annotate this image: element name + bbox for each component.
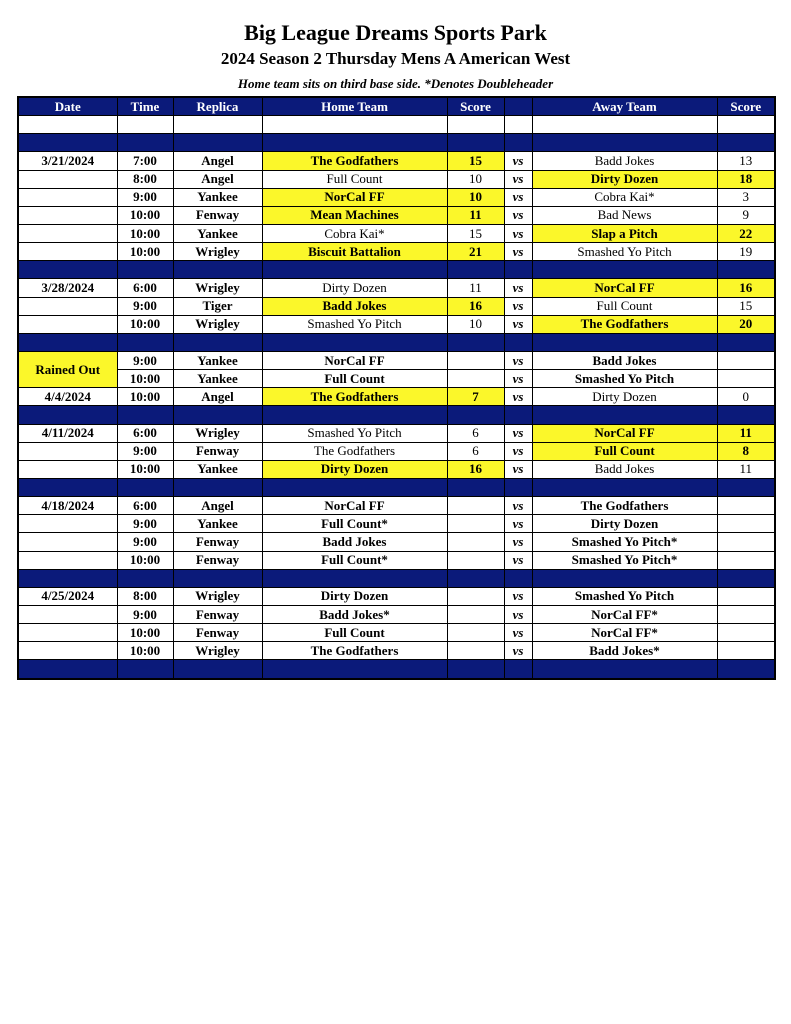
game-row — [18, 279, 775, 297]
home-team: Smashed Yo Pitch — [262, 424, 447, 442]
game-date — [18, 297, 117, 315]
game-date — [18, 624, 117, 642]
away-team: Dirty Dozen — [532, 515, 717, 533]
separator-cell — [717, 134, 775, 152]
home-team: The Godfathers — [262, 152, 447, 170]
game-replica-field: Angel — [173, 388, 262, 406]
game-replica-field: Fenway — [173, 533, 262, 551]
separator-cell — [504, 660, 532, 679]
home-score: 15 — [447, 224, 504, 242]
separator-cell — [717, 406, 775, 424]
away-score: 0 — [717, 388, 775, 406]
home-score: 21 — [447, 243, 504, 261]
game-time: 9:00 — [117, 351, 173, 369]
game-row — [18, 170, 775, 188]
game-time: 10:00 — [117, 224, 173, 242]
week-separator-row — [18, 134, 775, 152]
separator-cell — [532, 333, 717, 351]
home-score — [447, 351, 504, 369]
game-replica-field: Fenway — [173, 551, 262, 569]
home-team: Full Count* — [262, 515, 447, 533]
game-date — [18, 460, 117, 478]
away-score — [717, 624, 775, 642]
vs-label: vs — [504, 624, 532, 642]
game-date — [18, 224, 117, 242]
separator-cell — [532, 569, 717, 587]
home-score — [447, 370, 504, 388]
game-date — [18, 188, 117, 206]
home-team: Cobra Kai* — [262, 224, 447, 242]
game-replica-field: Yankee — [173, 370, 262, 388]
blank-row — [18, 116, 775, 134]
away-team: Badd Jokes — [532, 351, 717, 369]
game-row — [18, 315, 775, 333]
separator-cell — [717, 333, 775, 351]
game-replica-field: Yankee — [173, 224, 262, 242]
separator-cell — [447, 569, 504, 587]
separator-cell — [117, 261, 173, 279]
away-score: 20 — [717, 315, 775, 333]
game-row — [18, 442, 775, 460]
separator-cell — [262, 261, 447, 279]
game-date — [18, 533, 117, 551]
home-team: Dirty Dozen — [262, 587, 447, 605]
vs-label: vs — [504, 533, 532, 551]
home-score — [447, 515, 504, 533]
separator-cell — [532, 134, 717, 152]
away-score — [717, 587, 775, 605]
separator-cell — [504, 569, 532, 587]
separator-cell — [117, 406, 173, 424]
game-row — [18, 206, 775, 224]
vs-label: vs — [504, 551, 532, 569]
away-score — [717, 497, 775, 515]
game-row — [18, 243, 775, 261]
away-team: NorCal FF — [532, 279, 717, 297]
empty-cell — [262, 116, 447, 134]
away-team: Badd Jokes — [532, 152, 717, 170]
game-row — [18, 642, 775, 660]
separator-cell — [717, 478, 775, 496]
home-score: 10 — [447, 188, 504, 206]
separator-cell — [18, 569, 117, 587]
week-separator-row — [18, 660, 775, 679]
away-team: NorCal FF* — [532, 624, 717, 642]
game-time: 9:00 — [117, 442, 173, 460]
empty-cell — [504, 116, 532, 134]
separator-cell — [18, 261, 117, 279]
away-score — [717, 351, 775, 369]
vs-label: vs — [504, 642, 532, 660]
game-time: 9:00 — [117, 605, 173, 623]
game-row — [18, 388, 775, 406]
away-score: 8 — [717, 442, 775, 460]
separator-cell — [262, 478, 447, 496]
game-row — [18, 460, 775, 478]
away-score — [717, 605, 775, 623]
game-time: 6:00 — [117, 424, 173, 442]
vs-label: vs — [504, 297, 532, 315]
away-team: Dirty Dozen — [532, 170, 717, 188]
vs-label: vs — [504, 315, 532, 333]
separator-cell — [504, 333, 532, 351]
separator-cell — [18, 406, 117, 424]
game-replica-field: Wrigley — [173, 424, 262, 442]
game-row — [18, 370, 775, 388]
game-date: 4/18/2024 — [18, 497, 117, 515]
home-team: Smashed Yo Pitch — [262, 315, 447, 333]
home-score: 11 — [447, 279, 504, 297]
home-team: Full Count — [262, 624, 447, 642]
away-score — [717, 370, 775, 388]
home-team: NorCal FF — [262, 351, 447, 369]
away-team: Cobra Kai* — [532, 188, 717, 206]
vs-label: vs — [504, 424, 532, 442]
separator-cell — [504, 261, 532, 279]
home-team: Badd Jokes* — [262, 605, 447, 623]
game-time: 10:00 — [117, 642, 173, 660]
col-header-date: Date — [18, 97, 117, 116]
separator-cell — [447, 333, 504, 351]
game-replica-field: Yankee — [173, 515, 262, 533]
away-score: 9 — [717, 206, 775, 224]
vs-label: vs — [504, 152, 532, 170]
home-team: The Godfathers — [262, 642, 447, 660]
game-row — [18, 587, 775, 605]
game-time: 9:00 — [117, 297, 173, 315]
vs-label: vs — [504, 206, 532, 224]
separator-cell — [262, 660, 447, 679]
separator-cell — [18, 333, 117, 351]
col-header-vs — [504, 97, 532, 116]
away-team: Smashed Yo Pitch — [532, 243, 717, 261]
game-date — [18, 206, 117, 224]
game-time: 9:00 — [117, 188, 173, 206]
separator-cell — [532, 406, 717, 424]
vs-label: vs — [504, 243, 532, 261]
separator-cell — [173, 261, 262, 279]
header-row — [18, 97, 775, 116]
game-time: 10:00 — [117, 388, 173, 406]
home-score — [447, 533, 504, 551]
game-replica-field: Fenway — [173, 605, 262, 623]
away-score: 13 — [717, 152, 775, 170]
away-team: NorCal FF* — [532, 605, 717, 623]
away-team: Badd Jokes — [532, 460, 717, 478]
game-replica-field: Fenway — [173, 206, 262, 224]
separator-cell — [173, 660, 262, 679]
col-header-away-team: Away Team — [532, 97, 717, 116]
league-subtitle: 2024 Season 2 Thursday Mens A American West — [220, 49, 571, 68]
game-row — [18, 533, 775, 551]
week-separator-row — [18, 478, 775, 496]
col-header-replica: Replica — [173, 97, 262, 116]
vs-label: vs — [504, 170, 532, 188]
game-date: 3/21/2024 — [18, 152, 117, 170]
vs-label: vs — [504, 351, 532, 369]
home-score: 6 — [447, 424, 504, 442]
separator-cell — [173, 134, 262, 152]
game-time: 9:00 — [117, 515, 173, 533]
away-team: The Godfathers — [532, 315, 717, 333]
vs-label: vs — [504, 279, 532, 297]
away-score: 22 — [717, 224, 775, 242]
vs-label: vs — [504, 188, 532, 206]
game-time: 10:00 — [117, 206, 173, 224]
separator-cell — [117, 478, 173, 496]
separator-cell — [262, 333, 447, 351]
separator-cell — [717, 261, 775, 279]
home-score — [447, 605, 504, 623]
game-replica-field: Wrigley — [173, 642, 262, 660]
vs-label: vs — [504, 515, 532, 533]
game-time: 10:00 — [117, 624, 173, 642]
separator-cell — [504, 406, 532, 424]
home-team: Biscuit Battalion — [262, 243, 447, 261]
vs-label: vs — [504, 587, 532, 605]
game-date — [18, 642, 117, 660]
separator-cell — [447, 660, 504, 679]
game-date — [18, 442, 117, 460]
home-score — [447, 551, 504, 569]
separator-cell — [447, 134, 504, 152]
game-date — [18, 515, 117, 533]
game-date: 4/11/2024 — [18, 424, 117, 442]
col-header-home-team: Home Team — [262, 97, 447, 116]
separator-cell — [262, 569, 447, 587]
game-replica-field: Fenway — [173, 442, 262, 460]
away-team: Smashed Yo Pitch* — [532, 551, 717, 569]
away-team: NorCal FF — [532, 424, 717, 442]
week-separator-row — [18, 333, 775, 351]
schedule-table — [17, 96, 776, 680]
away-team: The Godfathers — [532, 497, 717, 515]
separator-cell — [173, 333, 262, 351]
home-score: 15 — [447, 152, 504, 170]
home-team: Badd Jokes — [262, 533, 447, 551]
separator-cell — [173, 406, 262, 424]
vs-label: vs — [504, 224, 532, 242]
vs-label: vs — [504, 497, 532, 515]
home-score — [447, 587, 504, 605]
col-header-home-score: Score — [447, 97, 504, 116]
game-time: 10:00 — [117, 315, 173, 333]
away-score: 18 — [717, 170, 775, 188]
vs-label: vs — [504, 605, 532, 623]
game-date — [18, 605, 117, 623]
separator-cell — [117, 660, 173, 679]
away-score: 19 — [717, 243, 775, 261]
away-score — [717, 642, 775, 660]
away-team: Badd Jokes* — [532, 642, 717, 660]
separator-cell — [532, 660, 717, 679]
vs-label: vs — [504, 460, 532, 478]
empty-cell — [532, 116, 717, 134]
game-replica-field: Yankee — [173, 188, 262, 206]
separator-cell — [532, 478, 717, 496]
home-team: Dirty Dozen — [262, 460, 447, 478]
game-row — [18, 424, 775, 442]
game-time: 8:00 — [117, 170, 173, 188]
week-separator-row — [18, 406, 775, 424]
schedule-note: Home team sits on third base side. *Denotes Doubleheader — [237, 76, 554, 91]
game-row — [18, 351, 775, 369]
away-score: 15 — [717, 297, 775, 315]
empty-cell — [18, 116, 117, 134]
vs-label: vs — [504, 388, 532, 406]
home-team: NorCal FF — [262, 497, 447, 515]
away-score — [717, 515, 775, 533]
empty-cell — [717, 116, 775, 134]
game-time: 6:00 — [117, 497, 173, 515]
game-row — [18, 605, 775, 623]
week-separator-row — [18, 569, 775, 587]
game-time: 6:00 — [117, 279, 173, 297]
separator-cell — [18, 660, 117, 679]
game-replica-field: Wrigley — [173, 315, 262, 333]
away-score: 16 — [717, 279, 775, 297]
game-replica-field: Fenway — [173, 624, 262, 642]
game-row — [18, 551, 775, 569]
game-row — [18, 515, 775, 533]
separator-cell — [447, 406, 504, 424]
vs-label: vs — [504, 442, 532, 460]
separator-cell — [117, 134, 173, 152]
home-team: Dirty Dozen — [262, 279, 447, 297]
separator-cell — [173, 478, 262, 496]
empty-cell — [447, 116, 504, 134]
game-time: 10:00 — [117, 551, 173, 569]
home-team: The Godfathers — [262, 388, 447, 406]
game-date: 4/25/2024 — [18, 587, 117, 605]
game-row — [18, 297, 775, 315]
game-replica-field: Angel — [173, 152, 262, 170]
separator-cell — [504, 478, 532, 496]
away-team: Dirty Dozen — [532, 388, 717, 406]
game-replica-field: Angel — [173, 497, 262, 515]
home-team: Mean Machines — [262, 206, 447, 224]
game-time: 10:00 — [117, 460, 173, 478]
separator-cell — [717, 569, 775, 587]
separator-cell — [173, 569, 262, 587]
vs-label: vs — [504, 370, 532, 388]
away-score: 3 — [717, 188, 775, 206]
game-date: 4/4/2024 — [18, 388, 117, 406]
home-team: Full Count — [262, 370, 447, 388]
game-date — [18, 170, 117, 188]
home-score — [447, 642, 504, 660]
away-team: Full Count — [532, 442, 717, 460]
separator-cell — [447, 478, 504, 496]
away-score: 11 — [717, 424, 775, 442]
home-score: 11 — [447, 206, 504, 224]
home-score — [447, 497, 504, 515]
game-replica-field: Wrigley — [173, 587, 262, 605]
separator-cell — [117, 333, 173, 351]
game-replica-field: Yankee — [173, 351, 262, 369]
home-team: Full Count* — [262, 551, 447, 569]
game-row — [18, 497, 775, 515]
schedule-body — [18, 116, 775, 679]
home-score: 10 — [447, 315, 504, 333]
game-time: 9:00 — [117, 533, 173, 551]
away-team: Bad News — [532, 206, 717, 224]
home-score: 10 — [447, 170, 504, 188]
home-team: NorCal FF — [262, 188, 447, 206]
home-team: Full Count — [262, 170, 447, 188]
away-score — [717, 533, 775, 551]
home-score: 6 — [447, 442, 504, 460]
separator-cell — [117, 569, 173, 587]
game-date — [18, 315, 117, 333]
game-time: 10:00 — [117, 370, 173, 388]
away-score: 11 — [717, 460, 775, 478]
game-date — [18, 243, 117, 261]
game-replica-field: Wrigley — [173, 243, 262, 261]
empty-cell — [117, 116, 173, 134]
game-replica-field: Angel — [173, 170, 262, 188]
separator-cell — [717, 660, 775, 679]
rained-out-label: Rained Out — [18, 351, 117, 387]
game-row — [18, 224, 775, 242]
away-team: Smashed Yo Pitch — [532, 587, 717, 605]
page-title: Big League Dreams Sports Park — [244, 20, 547, 45]
separator-cell — [504, 134, 532, 152]
home-score: 16 — [447, 297, 504, 315]
game-time: 10:00 — [117, 243, 173, 261]
game-time: 8:00 — [117, 587, 173, 605]
separator-cell — [262, 406, 447, 424]
col-header-time: Time — [117, 97, 173, 116]
game-replica-field: Wrigley — [173, 279, 262, 297]
col-header-away-score: Score — [717, 97, 775, 116]
away-team: Slap a Pitch — [532, 224, 717, 242]
game-replica-field: Tiger — [173, 297, 262, 315]
separator-cell — [18, 134, 117, 152]
game-row — [18, 152, 775, 170]
game-row — [18, 624, 775, 642]
home-score: 16 — [447, 460, 504, 478]
game-row — [18, 188, 775, 206]
home-team: The Godfathers — [262, 442, 447, 460]
separator-cell — [532, 261, 717, 279]
week-separator-row — [18, 261, 775, 279]
empty-cell — [173, 116, 262, 134]
game-replica-field: Yankee — [173, 460, 262, 478]
home-score: 7 — [447, 388, 504, 406]
home-score — [447, 624, 504, 642]
home-team: Badd Jokes — [262, 297, 447, 315]
away-team: Smashed Yo Pitch* — [532, 533, 717, 551]
separator-cell — [262, 134, 447, 152]
separator-cell — [447, 261, 504, 279]
separator-cell — [18, 478, 117, 496]
away-score — [717, 551, 775, 569]
game-time: 7:00 — [117, 152, 173, 170]
away-team: Smashed Yo Pitch — [532, 370, 717, 388]
away-team: Full Count — [532, 297, 717, 315]
game-date — [18, 551, 117, 569]
game-date: 3/28/2024 — [18, 279, 117, 297]
